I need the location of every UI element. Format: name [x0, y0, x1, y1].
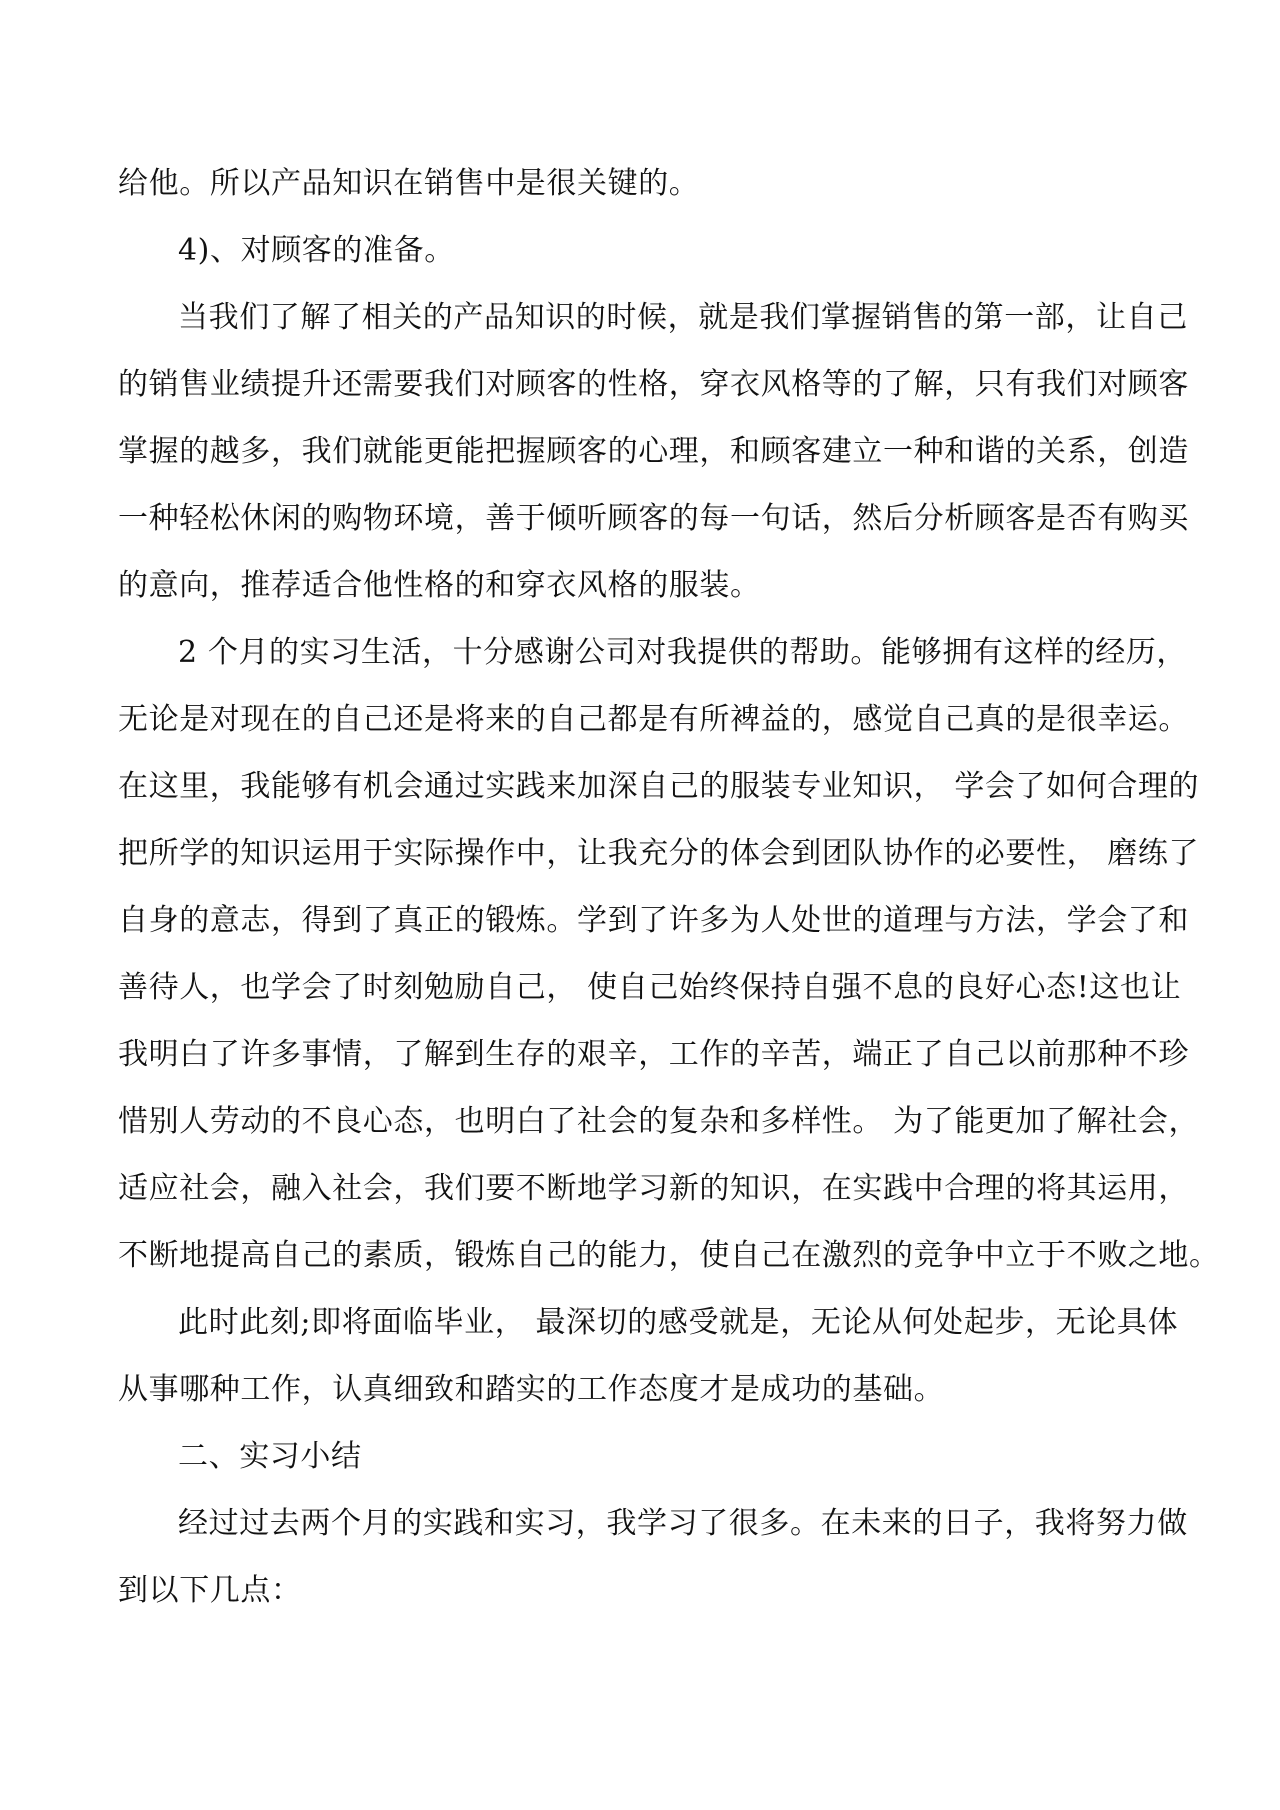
document-body: [118, 150, 1220, 1624]
text-line: 一种轻松休闲的购物环境，善于倾听顾客的每一句话，然后分析顾客是否有购买: [118, 501, 1189, 536]
text-line: 惜别人劳动的不良心态，也明白了社会的复杂和多样性。 为了能更加了解社会，: [118, 1104, 1200, 1139]
text-line: 的销售业绩提升还需要我们对顾客的性格，穿衣风格等的了解，只有我们对顾客: [118, 367, 1189, 402]
text-line: 此时此刻;即将面临毕业， 最深切的感受就是，无论从何处起步，无论具体: [178, 1305, 1179, 1340]
text-line: 掌握的越多，我们就能更能把握顾客的心理，和顾客建立一种和谐的关系，创造: [118, 434, 1189, 469]
paragraph-product-knowledge-end: [118, 150, 1166, 217]
text-line: 当我们了解了相关的产品知识的时候，就是我们掌握销售的第一部，让自己: [178, 300, 1188, 335]
text-line: 把所学的知识运用于实际操作中，让我充分的体会到团队协作的必要性， 磨练了: [118, 836, 1200, 871]
text-line: 从事哪种工作，认真细致和踏实的工作态度才是成功的基础。: [118, 1372, 945, 1407]
text-line: 到以下几点：: [118, 1573, 302, 1608]
text-line: 我明白了许多事情，了解到生存的艰辛，工作的辛苦，端正了自己以前那种不珍: [118, 1037, 1189, 1072]
paragraph-graduation: [118, 1289, 1179, 1423]
text-line: 善待人，也学会了时刻勉励自己， 使自己始终保持自强不息的良好心态!这也让: [118, 970, 1182, 1005]
text-line: 适应社会，融入社会，我们要不断地学习新的知识，在实践中合理的将其运用，: [118, 1171, 1189, 1206]
paragraph-customer-prep-body: [118, 284, 1189, 619]
paragraph-summary-intro: [118, 1490, 1188, 1624]
text-line: 自身的意志，得到了真正的锻炼。学到了许多为人处世的道理与方法，学会了和: [118, 903, 1189, 938]
text-line: 经过过去两个月的实践和实习，我学习了很多。在未来的日子，我将努力做: [178, 1506, 1188, 1541]
section-subheading: 4)、对顾客的准备。: [178, 233, 455, 268]
paragraph-customer-prep-heading: [118, 217, 1166, 284]
text-line: 给他。所以产品知识在销售中是很关键的。: [118, 166, 700, 201]
text-line: 的意向，推荐适合他性格的和穿衣风格的服装。: [118, 568, 761, 603]
section-heading: 二、实习小结: [178, 1439, 362, 1474]
paragraph-two-months: [118, 619, 1220, 1289]
text-line: 无论是对现在的自己还是将来的自己都是有所裨益的，感觉自己真的是很幸运。: [118, 702, 1189, 737]
text-line: 2 个月的实习生活，十分感谢公司对我提供的帮助。能够拥有这样的经历，: [178, 635, 1188, 670]
text-line: 不断地提高自己的素质，锻炼自己的能力，使自己在激烈的竞争中立于不败之地。: [118, 1238, 1220, 1273]
paragraph-section-two-heading: [118, 1423, 1166, 1490]
text-line: 在这里，我能够有机会通过实践来加深自己的服装专业知识， 学会了如何合理的: [118, 769, 1200, 804]
